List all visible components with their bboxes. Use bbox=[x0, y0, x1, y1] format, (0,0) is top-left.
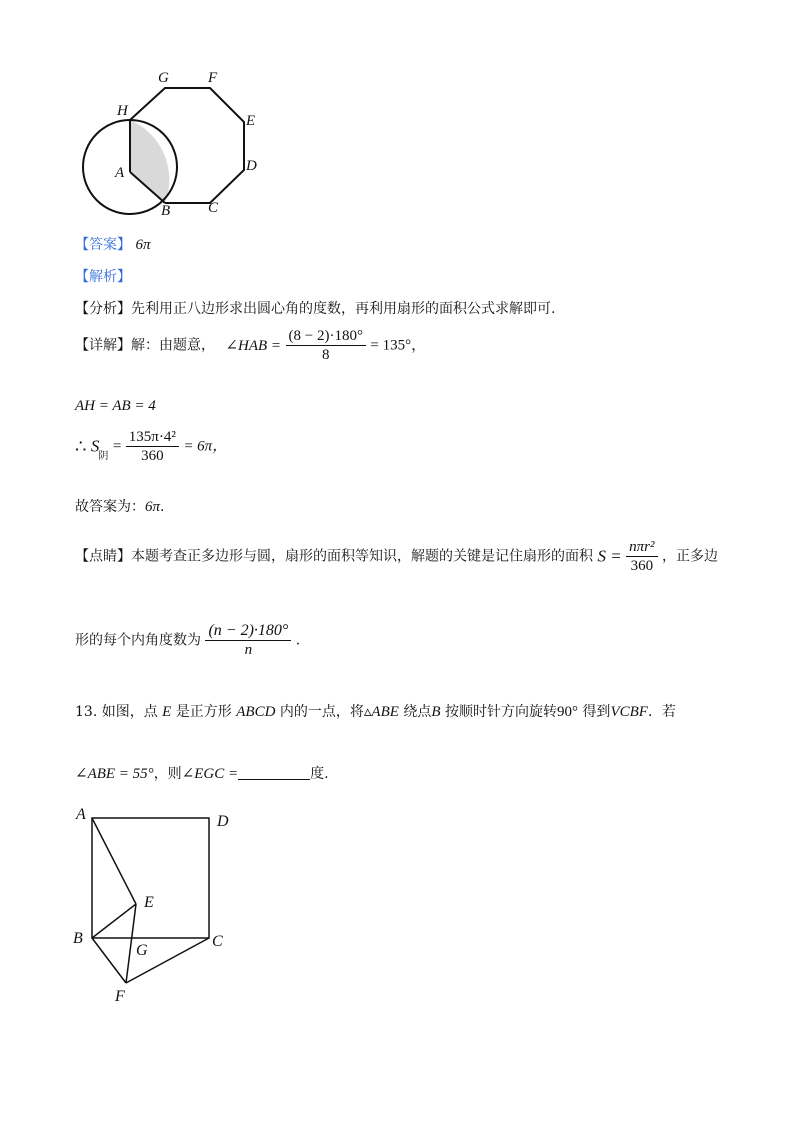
problem13-number: 13. bbox=[75, 704, 98, 720]
fig2-label-e: E bbox=[144, 894, 154, 911]
problem13-b: B bbox=[431, 704, 441, 720]
problem13-t2: 是正方形 bbox=[175, 704, 232, 720]
fig2-label-c: C bbox=[212, 933, 223, 950]
conclusion-text: 故答案为： bbox=[75, 499, 145, 515]
square-abcd bbox=[92, 818, 209, 938]
conclusion-value: 6π bbox=[145, 499, 161, 515]
dianjing-text: 本题考查正多边形与圆，扇形的面积等知识，解题的关键是记住扇形的面积 bbox=[131, 548, 593, 565]
area-symbol: S bbox=[90, 436, 100, 456]
dianjing-formula-fraction bbox=[626, 538, 657, 575]
fig2-label-b: B bbox=[73, 930, 83, 947]
fenxi-text: 先利用正八边形求出圆心角的度数，再利用扇形的面积公式求解即可. bbox=[131, 301, 556, 317]
area-subscript: 阴 bbox=[98, 450, 109, 462]
fig1-label-e: E bbox=[246, 113, 256, 129]
fig2-label-a: A bbox=[76, 806, 86, 823]
area-fraction bbox=[126, 428, 179, 465]
xiangjie-rhs: = 135°， bbox=[370, 337, 427, 354]
fig2-label-f: F bbox=[115, 988, 125, 1005]
answer-line bbox=[75, 236, 150, 254]
dianjing-tail: ，正多边 bbox=[661, 548, 718, 565]
problem13-line2-t: ，则 bbox=[153, 766, 182, 782]
dianjing-tag: 【点睛】 bbox=[75, 548, 131, 565]
fig2-label-d: D bbox=[217, 813, 229, 830]
fig1-label-c: C bbox=[208, 200, 219, 216]
segment-bf bbox=[92, 938, 126, 983]
problem13-t3: 内的一点，将 bbox=[279, 704, 364, 720]
answer-blank[interactable] bbox=[238, 765, 310, 780]
therefore-symbol: ∴ bbox=[75, 436, 87, 457]
ah-ab-line: AH = AB = 4 bbox=[75, 398, 156, 414]
analysis-tag: 【解析】 bbox=[75, 269, 131, 285]
problem13-line2 bbox=[75, 765, 329, 783]
fenxi-line bbox=[75, 300, 555, 318]
fig1-label-h: H bbox=[117, 103, 128, 119]
octagon-circle-figure bbox=[70, 60, 290, 230]
dianjing-line1 bbox=[75, 538, 718, 575]
xiangjie-line bbox=[75, 327, 426, 364]
area-num: 135π·4² bbox=[126, 428, 179, 447]
answer-value: 6π bbox=[135, 237, 151, 253]
problem13-deg: 90° bbox=[556, 704, 578, 720]
dianjing-line2-num: (n − 2)·180° bbox=[205, 622, 291, 641]
xiangjie-num: (8 − 2)·180° bbox=[286, 327, 366, 346]
segment-be bbox=[92, 904, 136, 938]
area-den: 360 bbox=[141, 448, 164, 464]
dianjing-formula-lhs: S = bbox=[597, 546, 622, 566]
area-eq: = bbox=[112, 438, 122, 455]
dianjing-line2 bbox=[75, 622, 300, 659]
dianjing-line2-fraction bbox=[205, 622, 291, 659]
dianjing-line2-den: n bbox=[244, 642, 253, 658]
fig2-label-g: G bbox=[136, 942, 148, 959]
dianjing-line2-text: 形的每个内角度数为 bbox=[75, 632, 201, 649]
fig1-label-b: B bbox=[161, 203, 171, 219]
fig1-label-g: G bbox=[158, 70, 169, 86]
conclusion-end: . bbox=[160, 499, 165, 515]
xiangjie-lhs: ∠HAB = bbox=[225, 337, 282, 354]
problem13-t6: 得到 bbox=[582, 704, 611, 720]
conclusion-line bbox=[75, 498, 164, 516]
problem13-t1: 如图，点 bbox=[101, 704, 158, 720]
fig1-label-f: F bbox=[208, 70, 218, 86]
area-line bbox=[75, 428, 227, 466]
problem13-abcd: ABCD bbox=[236, 704, 276, 720]
xiangjie-den: 8 bbox=[321, 347, 330, 363]
problem13-cbf: VCBF bbox=[610, 704, 648, 720]
answer-tag: 【答案】 bbox=[75, 237, 131, 253]
problem13-angle-abe: ∠ABE = 55° bbox=[75, 766, 154, 782]
xiangjie-fraction bbox=[286, 327, 366, 364]
problem13-line2-end: 度. bbox=[310, 766, 329, 782]
xiangjie-text: 解：由题意， bbox=[131, 337, 215, 354]
problem13-t5: 按顺时针方向旋转 bbox=[444, 704, 557, 720]
problem13-angle-egc: ∠EGC = bbox=[181, 766, 239, 782]
segment-ae bbox=[92, 818, 136, 904]
fenxi-tag: 【分析】 bbox=[75, 301, 131, 317]
dianjing-formula-den: 360 bbox=[630, 558, 654, 574]
dianjing-formula-num: nπr² bbox=[626, 538, 657, 557]
fig1-label-a: A bbox=[115, 165, 125, 181]
dianjing-line2-end: . bbox=[295, 632, 301, 649]
problem13-t4: 绕点 bbox=[403, 704, 432, 720]
problem13-tri: ▵ABE bbox=[363, 704, 399, 720]
segment-ef bbox=[126, 904, 136, 983]
fig1-label-d: D bbox=[246, 158, 257, 174]
problem13-t7: ．若 bbox=[647, 704, 676, 720]
problem13-line1 bbox=[75, 703, 676, 721]
xiangjie-tag: 【详解】 bbox=[75, 337, 131, 354]
problem13-e: E bbox=[162, 704, 172, 720]
area-rhs: = 6π， bbox=[183, 438, 228, 455]
